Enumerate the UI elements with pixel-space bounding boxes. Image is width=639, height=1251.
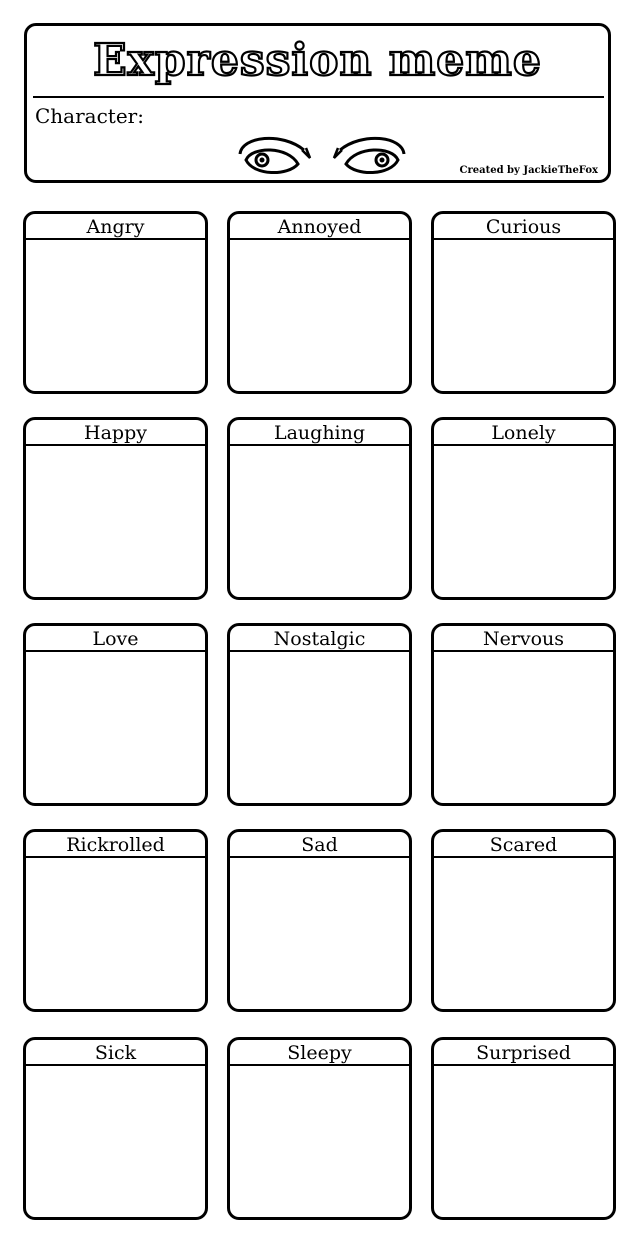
credit-text: Created by JackieTheFox: [459, 165, 598, 176]
expression-label: Angry: [26, 214, 205, 240]
expression-cell-lonely[interactable]: [431, 417, 616, 600]
expression-cell-curious[interactable]: [431, 211, 616, 394]
expression-label: Annoyed: [230, 214, 409, 240]
drawing-area[interactable]: [26, 446, 205, 597]
drawing-area[interactable]: [434, 652, 613, 803]
page-title: Expression meme: [93, 35, 542, 86]
drawing-area[interactable]: [230, 240, 409, 391]
expression-label: Laughing: [230, 420, 409, 446]
drawing-area[interactable]: [230, 858, 409, 1009]
drawing-area[interactable]: [26, 240, 205, 391]
expression-label: Surprised: [434, 1040, 613, 1066]
expression-label: Sick: [26, 1040, 205, 1066]
drawing-area[interactable]: [26, 1066, 205, 1217]
expression-cell-sad[interactable]: [227, 829, 412, 1012]
expression-label: Happy: [26, 420, 205, 446]
expression-label: Sleepy: [230, 1040, 409, 1066]
expression-label: Nostalgic: [230, 626, 409, 652]
drawing-area[interactable]: [434, 240, 613, 391]
expression-label: Nervous: [434, 626, 613, 652]
expression-cell-happy[interactable]: [23, 417, 208, 600]
expression-cell-laughing[interactable]: [227, 417, 412, 600]
expression-label: Sad: [230, 832, 409, 858]
drawing-area[interactable]: [230, 446, 409, 597]
expression-label: Rickrolled: [26, 832, 205, 858]
expression-cell-scared[interactable]: [431, 829, 616, 1012]
drawing-area[interactable]: [434, 858, 613, 1009]
character-label: Character:: [35, 104, 144, 128]
drawing-area[interactable]: [26, 858, 205, 1009]
expression-cell-annoyed[interactable]: [227, 211, 412, 394]
expression-cell-love[interactable]: [23, 623, 208, 806]
drawing-area[interactable]: [434, 446, 613, 597]
drawing-area[interactable]: [230, 1066, 409, 1217]
drawing-area[interactable]: [26, 652, 205, 803]
expression-label: Lonely: [434, 420, 613, 446]
eyes-icon: [232, 124, 412, 186]
expression-cell-angry[interactable]: [23, 211, 208, 394]
expression-label: Curious: [434, 214, 613, 240]
expression-cell-nervous[interactable]: [431, 623, 616, 806]
expression-label: Love: [26, 626, 205, 652]
expression-label: Scared: [434, 832, 613, 858]
expression-cell-nostalgic[interactable]: [227, 623, 412, 806]
header-panel: [24, 23, 611, 183]
drawing-area[interactable]: [434, 1066, 613, 1217]
title-divider: [33, 96, 604, 98]
drawing-area[interactable]: [230, 652, 409, 803]
expression-cell-surprised[interactable]: [431, 1037, 616, 1220]
expression-cell-rickrolled[interactable]: [23, 829, 208, 1012]
expression-cell-sleepy[interactable]: [227, 1037, 412, 1220]
expression-cell-sick[interactable]: [23, 1037, 208, 1220]
